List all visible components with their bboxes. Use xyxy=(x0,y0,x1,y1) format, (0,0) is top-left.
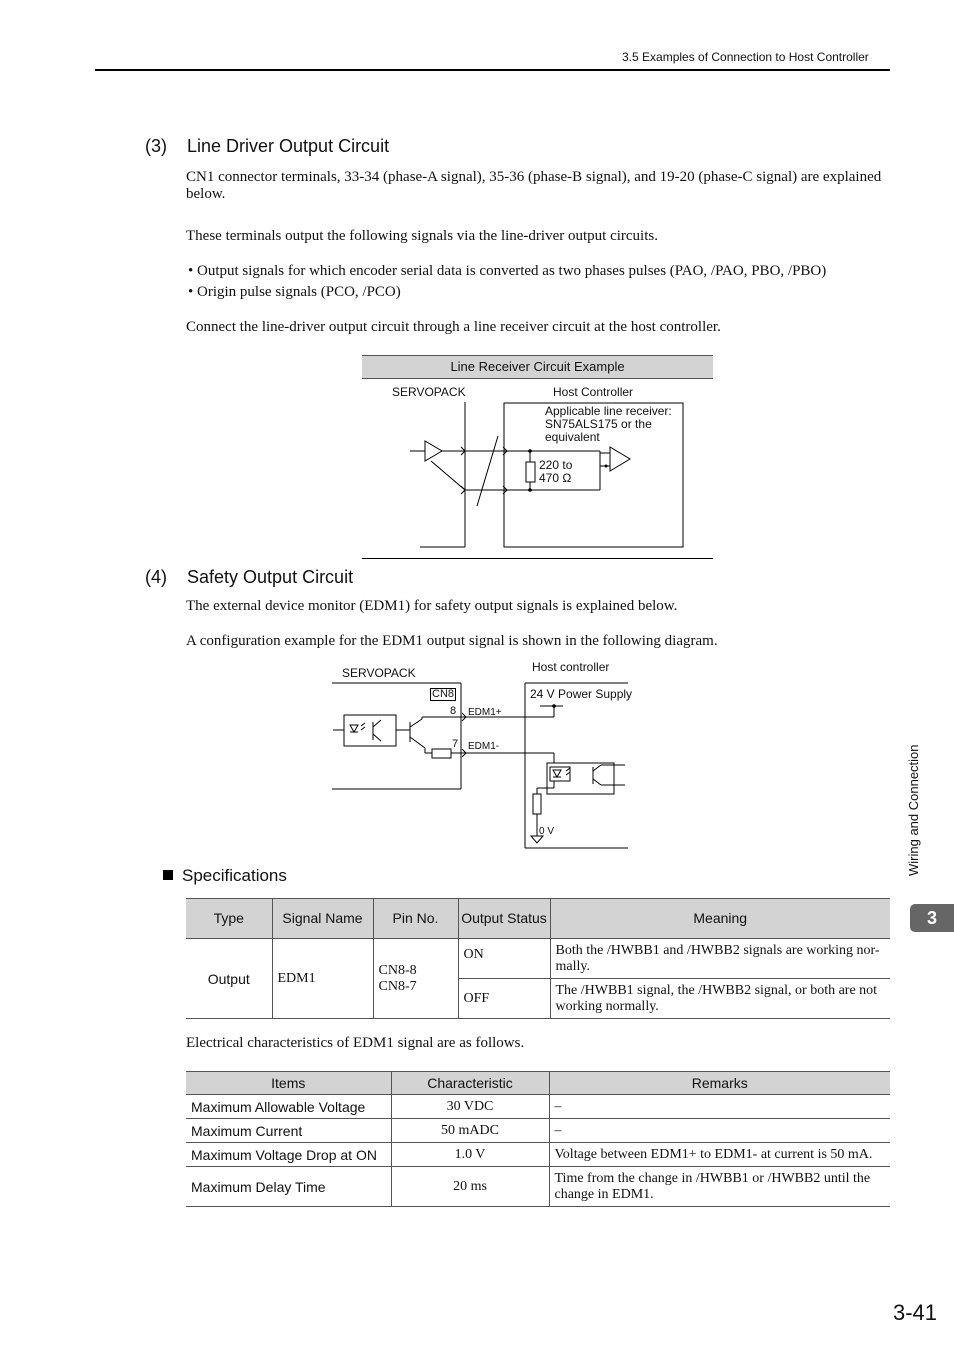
section-4-para-1: The external device monitor (EDM1) for safety output signals is explained below. xyxy=(186,598,678,614)
characteristic-cell: 50 mADC xyxy=(391,1119,549,1143)
table-row xyxy=(186,1143,890,1167)
section-4-number: (4) xyxy=(145,567,167,587)
diagram-1-caption: Line Receiver Circuit Example xyxy=(362,355,713,379)
diagram-1-receiver-note: Applicable line receiver: SN75ALS175 or the equivalent xyxy=(545,404,672,444)
item-cell: Maximum Current xyxy=(186,1119,391,1143)
column-header: Characteristic xyxy=(391,1072,549,1095)
characteristic-cell: 30 VDC xyxy=(391,1095,549,1119)
item-cell: Maximum Allowable Voltage xyxy=(186,1095,391,1119)
table-header-row xyxy=(186,899,890,939)
pin-8-label: 8 xyxy=(450,705,457,717)
diagram-2-servopack-label: SERVOPACK xyxy=(342,666,416,680)
signal-name-cell: EDM1 xyxy=(272,939,373,1019)
section-4-para-2: A configuration example for the EDM1 output signal is shown in the following diagram. xyxy=(186,633,718,649)
column-header: Pin No. xyxy=(373,899,458,939)
remarks-cell: Voltage between EDM1+ to EDM1- at current is 50 mA. xyxy=(549,1143,890,1167)
remarks-cell: – xyxy=(549,1095,890,1119)
column-header: Type xyxy=(186,899,272,939)
diagram-2-host-label: Host controller xyxy=(532,660,610,674)
edm1-minus-label: EDM1- xyxy=(468,741,500,752)
chapter-side-label: Wiring and Connection xyxy=(906,744,921,876)
pin-number-cell: CN8-8 CN8-7 xyxy=(373,939,458,1019)
section-3-para-2: These terminals output the following signals via the line-driver output circuits. xyxy=(186,228,658,244)
bullet-item: • Output signals for which encoder serial data is converted as two phases pulses (PAO, /PAO, PBO, /PBO) xyxy=(188,263,827,279)
column-header: Signal Name xyxy=(272,899,373,939)
specifications-table xyxy=(186,898,890,1019)
table-row xyxy=(186,939,890,979)
power-supply-label: 24 V Power Supply xyxy=(530,687,633,701)
column-header: Meaning xyxy=(550,899,890,939)
table-header-row xyxy=(186,1072,890,1095)
remarks-cell: – xyxy=(549,1119,890,1143)
output-status-cell: ON xyxy=(458,939,550,979)
zero-v-label: 0 V xyxy=(539,826,555,837)
pin-7-label: 7 xyxy=(452,738,459,750)
section-3-title: Line Driver Output Circuit xyxy=(187,136,390,156)
electrical-characteristics-table xyxy=(186,1071,890,1207)
output-status-cell: OFF xyxy=(458,979,550,1019)
item-cell: Maximum Voltage Drop at ON xyxy=(186,1143,391,1167)
diagram-1-servopack-label: SERVOPACK xyxy=(392,385,466,399)
column-header: Output Status xyxy=(458,899,550,939)
section-3-para-3: Connect the line-driver output circuit through a line receiver circuit at the host controller. xyxy=(186,319,721,335)
table-row xyxy=(186,1119,890,1143)
diagram-1-resistor-label: 220 to 470 Ω xyxy=(539,458,573,485)
meaning-cell: Both the /HWBB1 and /HWBB2 signals are working nor-mally. xyxy=(550,939,890,979)
electrical-intro: Electrical characteristics of EDM1 signal are as follows. xyxy=(186,1035,525,1051)
specifications-heading: Specifications xyxy=(163,866,287,886)
meaning-cell: The /HWBB1 signal, the /HWBB2 signal, or both are not working normally. xyxy=(550,979,890,1019)
section-3-number: (3) xyxy=(145,136,167,156)
characteristic-cell: 20 ms xyxy=(391,1167,549,1207)
page-number: 3-41 xyxy=(893,1300,938,1325)
column-header: Remarks xyxy=(549,1072,890,1095)
column-header: Items xyxy=(186,1072,391,1095)
table-row xyxy=(186,1095,890,1119)
cn8-connector-label: CN8 xyxy=(432,688,455,700)
section-4-title: Safety Output Circuit xyxy=(187,567,354,587)
square-bullet-icon xyxy=(163,870,173,880)
diagram-1-host-label: Host Controller xyxy=(553,385,634,399)
chapter-tab: 3 xyxy=(910,904,954,932)
remarks-cell: Time from the change in /HWBB1 or /HWBB2 until the change in EDM1. xyxy=(549,1167,890,1207)
item-cell: Maximum Delay Time xyxy=(186,1167,391,1207)
section-3-para-1: CN1 connector terminals, 33-34 (phase-A signal), 35-36 (phase-B signal), and 19-20 (phase-C signal) are explained below. xyxy=(186,169,882,202)
type-cell: Output xyxy=(186,939,272,1019)
edm1-plus-label: EDM1+ xyxy=(468,707,502,718)
table-row xyxy=(186,1167,890,1207)
characteristic-cell: 1.0 V xyxy=(391,1143,549,1167)
running-header: 3.5 Examples of Connection to Host Controller xyxy=(622,50,869,64)
bullet-item: • Origin pulse signals (PCO, /PCO) xyxy=(188,284,401,300)
